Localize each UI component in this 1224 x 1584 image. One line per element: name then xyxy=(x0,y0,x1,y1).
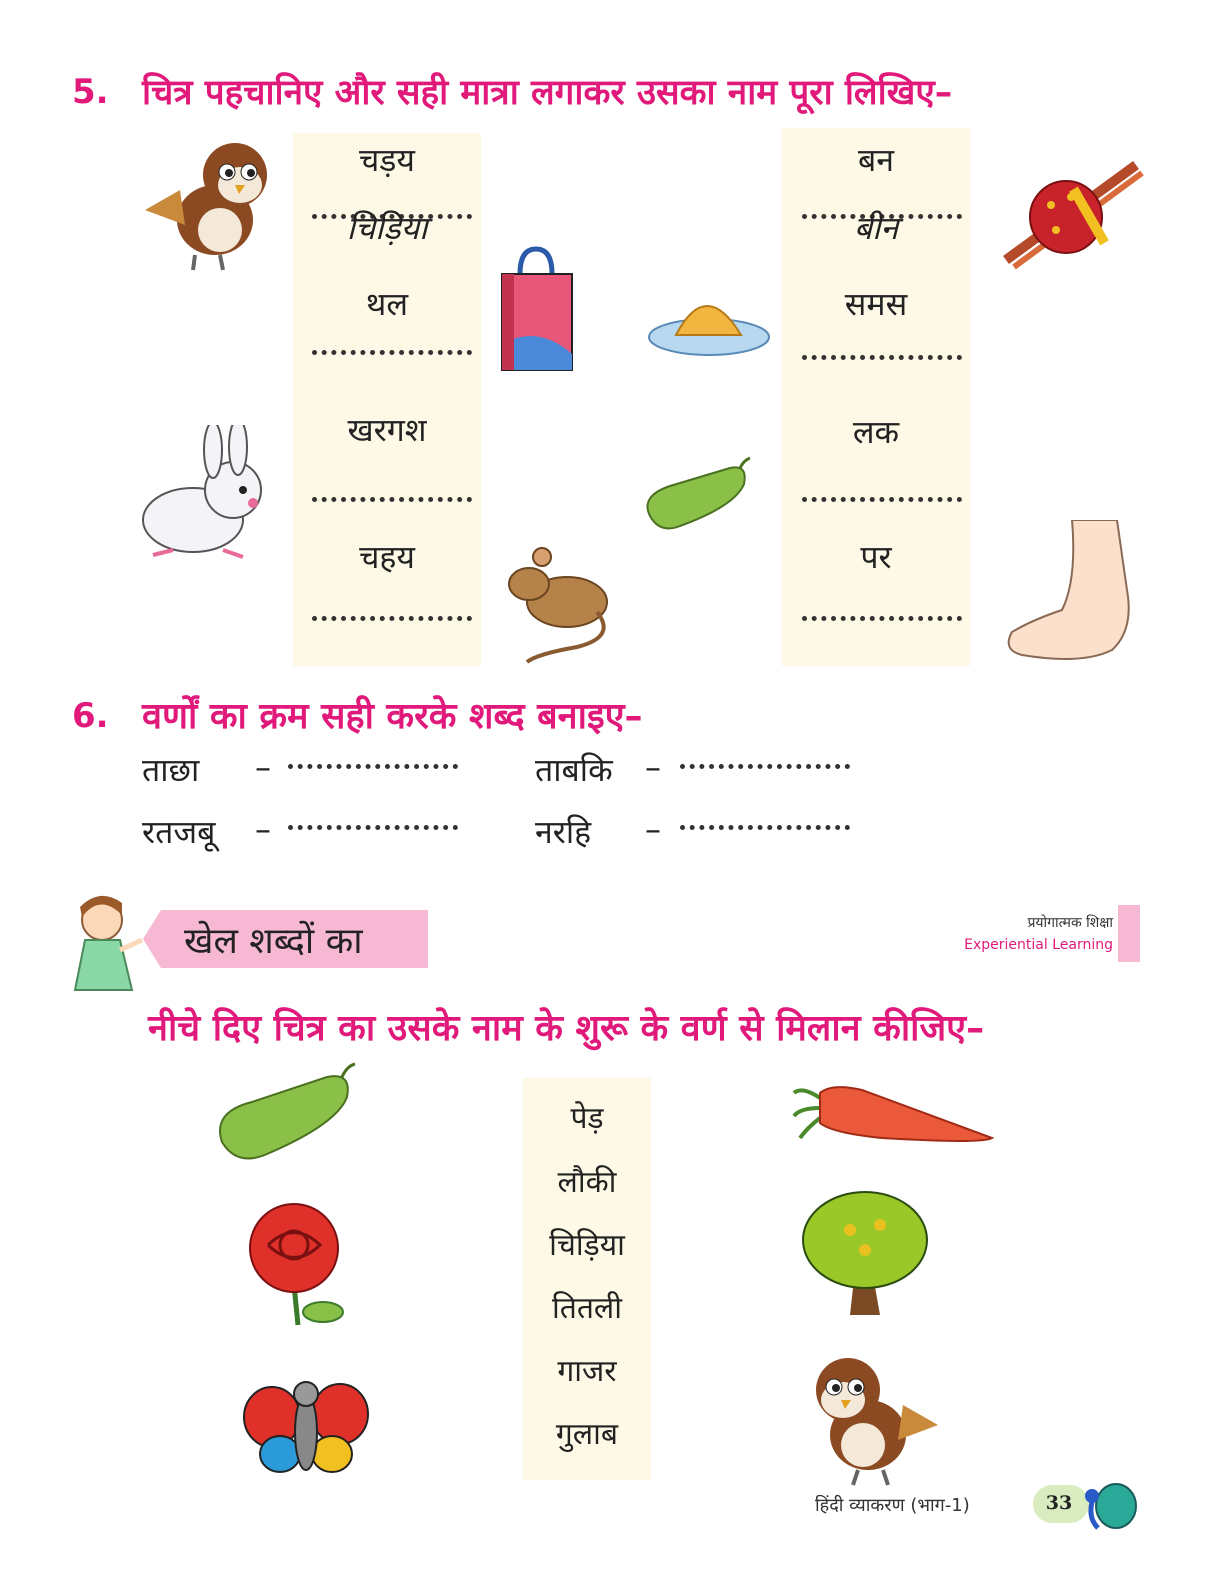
q5-word-5: बन xyxy=(857,141,895,179)
game-title: नीचे दिए चित्र का उसके नाम के शुरू के वर्ण से मिलान कीजिए– xyxy=(148,1008,985,1049)
q6-answer-line-3[interactable] xyxy=(288,825,458,830)
q5-word-7: लक xyxy=(852,413,900,451)
q5-word-8: पर xyxy=(860,538,892,576)
q5-example-answer-right: बीन xyxy=(853,209,899,247)
been-instrument-picture xyxy=(996,155,1146,275)
q5-answer-line-7[interactable] xyxy=(802,497,962,502)
q6-dash-1: – xyxy=(255,748,271,786)
footer-book-title: हिंदी व्याकरण (भाग-1) xyxy=(815,1495,970,1516)
butterfly-match-picture[interactable] xyxy=(230,1372,380,1482)
match-word-4[interactable]: तितली xyxy=(551,1291,623,1326)
q5-answer-line-2[interactable] xyxy=(312,350,472,355)
q5-word-2: थल xyxy=(365,285,409,323)
q5-answer-line-3[interactable] xyxy=(312,497,472,502)
match-word-3[interactable]: चिड़िया xyxy=(549,1228,625,1263)
q5-word-3: खरगश xyxy=(347,411,427,449)
q6-answer-line-4[interactable] xyxy=(680,825,850,830)
q6-item-3: रतजबू xyxy=(142,813,216,851)
peacock-icon xyxy=(1078,1478,1138,1533)
q6-item-1: ताछा xyxy=(142,751,200,789)
bottle-gourd-picture xyxy=(640,456,752,536)
tree-match-picture[interactable] xyxy=(800,1185,930,1325)
match-word-6[interactable]: गुलाब xyxy=(555,1417,619,1452)
carrot-match-picture[interactable] xyxy=(792,1078,996,1148)
q5-example-answer-left: चिड़िया xyxy=(346,209,428,247)
q6-item-4: नरहि xyxy=(535,813,592,851)
sparrow-match-picture[interactable] xyxy=(803,1345,948,1490)
match-word-1[interactable]: पेड़ xyxy=(570,1101,604,1136)
q5-answer-line-4[interactable] xyxy=(312,616,472,621)
q6-item-2: ताबकि xyxy=(535,751,613,789)
q5-word-1: चड़य xyxy=(358,141,415,179)
q5-number: 5. xyxy=(72,72,109,112)
q6-dash-3: – xyxy=(255,810,271,848)
q6-number: 6. xyxy=(72,696,109,736)
experiential-label-hindi: प्रयोगात्मक शिक्षा xyxy=(1027,915,1113,931)
q5-answer-line-8[interactable] xyxy=(802,616,962,621)
girl-picture xyxy=(70,895,150,1000)
q6-title: वर्णों का क्रम सही करके शब्द बनाइए– xyxy=(142,696,643,737)
game-banner-title: खेल शब्दों का xyxy=(184,921,363,962)
rose-match-picture[interactable] xyxy=(238,1200,350,1328)
q5-answer-line-6[interactable] xyxy=(802,355,962,360)
sparrow-picture xyxy=(135,130,280,275)
rabbit-picture xyxy=(133,425,273,565)
q6-answer-line-2[interactable] xyxy=(680,764,850,769)
foot-picture xyxy=(1002,520,1138,664)
q6-dash-2: – xyxy=(645,748,661,786)
bag-picture xyxy=(498,244,578,374)
samosa-picture xyxy=(646,277,772,357)
q5-word-6: समस xyxy=(844,285,908,323)
bottle-gourd-match-picture[interactable] xyxy=(212,1062,357,1167)
experiential-tab xyxy=(1118,905,1140,962)
experiential-label-english: Experiential Learning xyxy=(964,937,1113,953)
match-word-5[interactable]: गाजर xyxy=(557,1354,617,1389)
page-number: 33 xyxy=(1045,1492,1073,1514)
q6-answer-line-1[interactable] xyxy=(288,764,458,769)
q6-dash-4: – xyxy=(645,810,661,848)
q5-word-4: चहय xyxy=(359,538,415,576)
rat-picture xyxy=(497,542,621,666)
match-word-2[interactable]: लौकी xyxy=(557,1165,617,1200)
q5-title: चित्र पहचानिए और सही मात्रा लगाकर उसका नाम पूरा लिखिए– xyxy=(142,73,953,113)
